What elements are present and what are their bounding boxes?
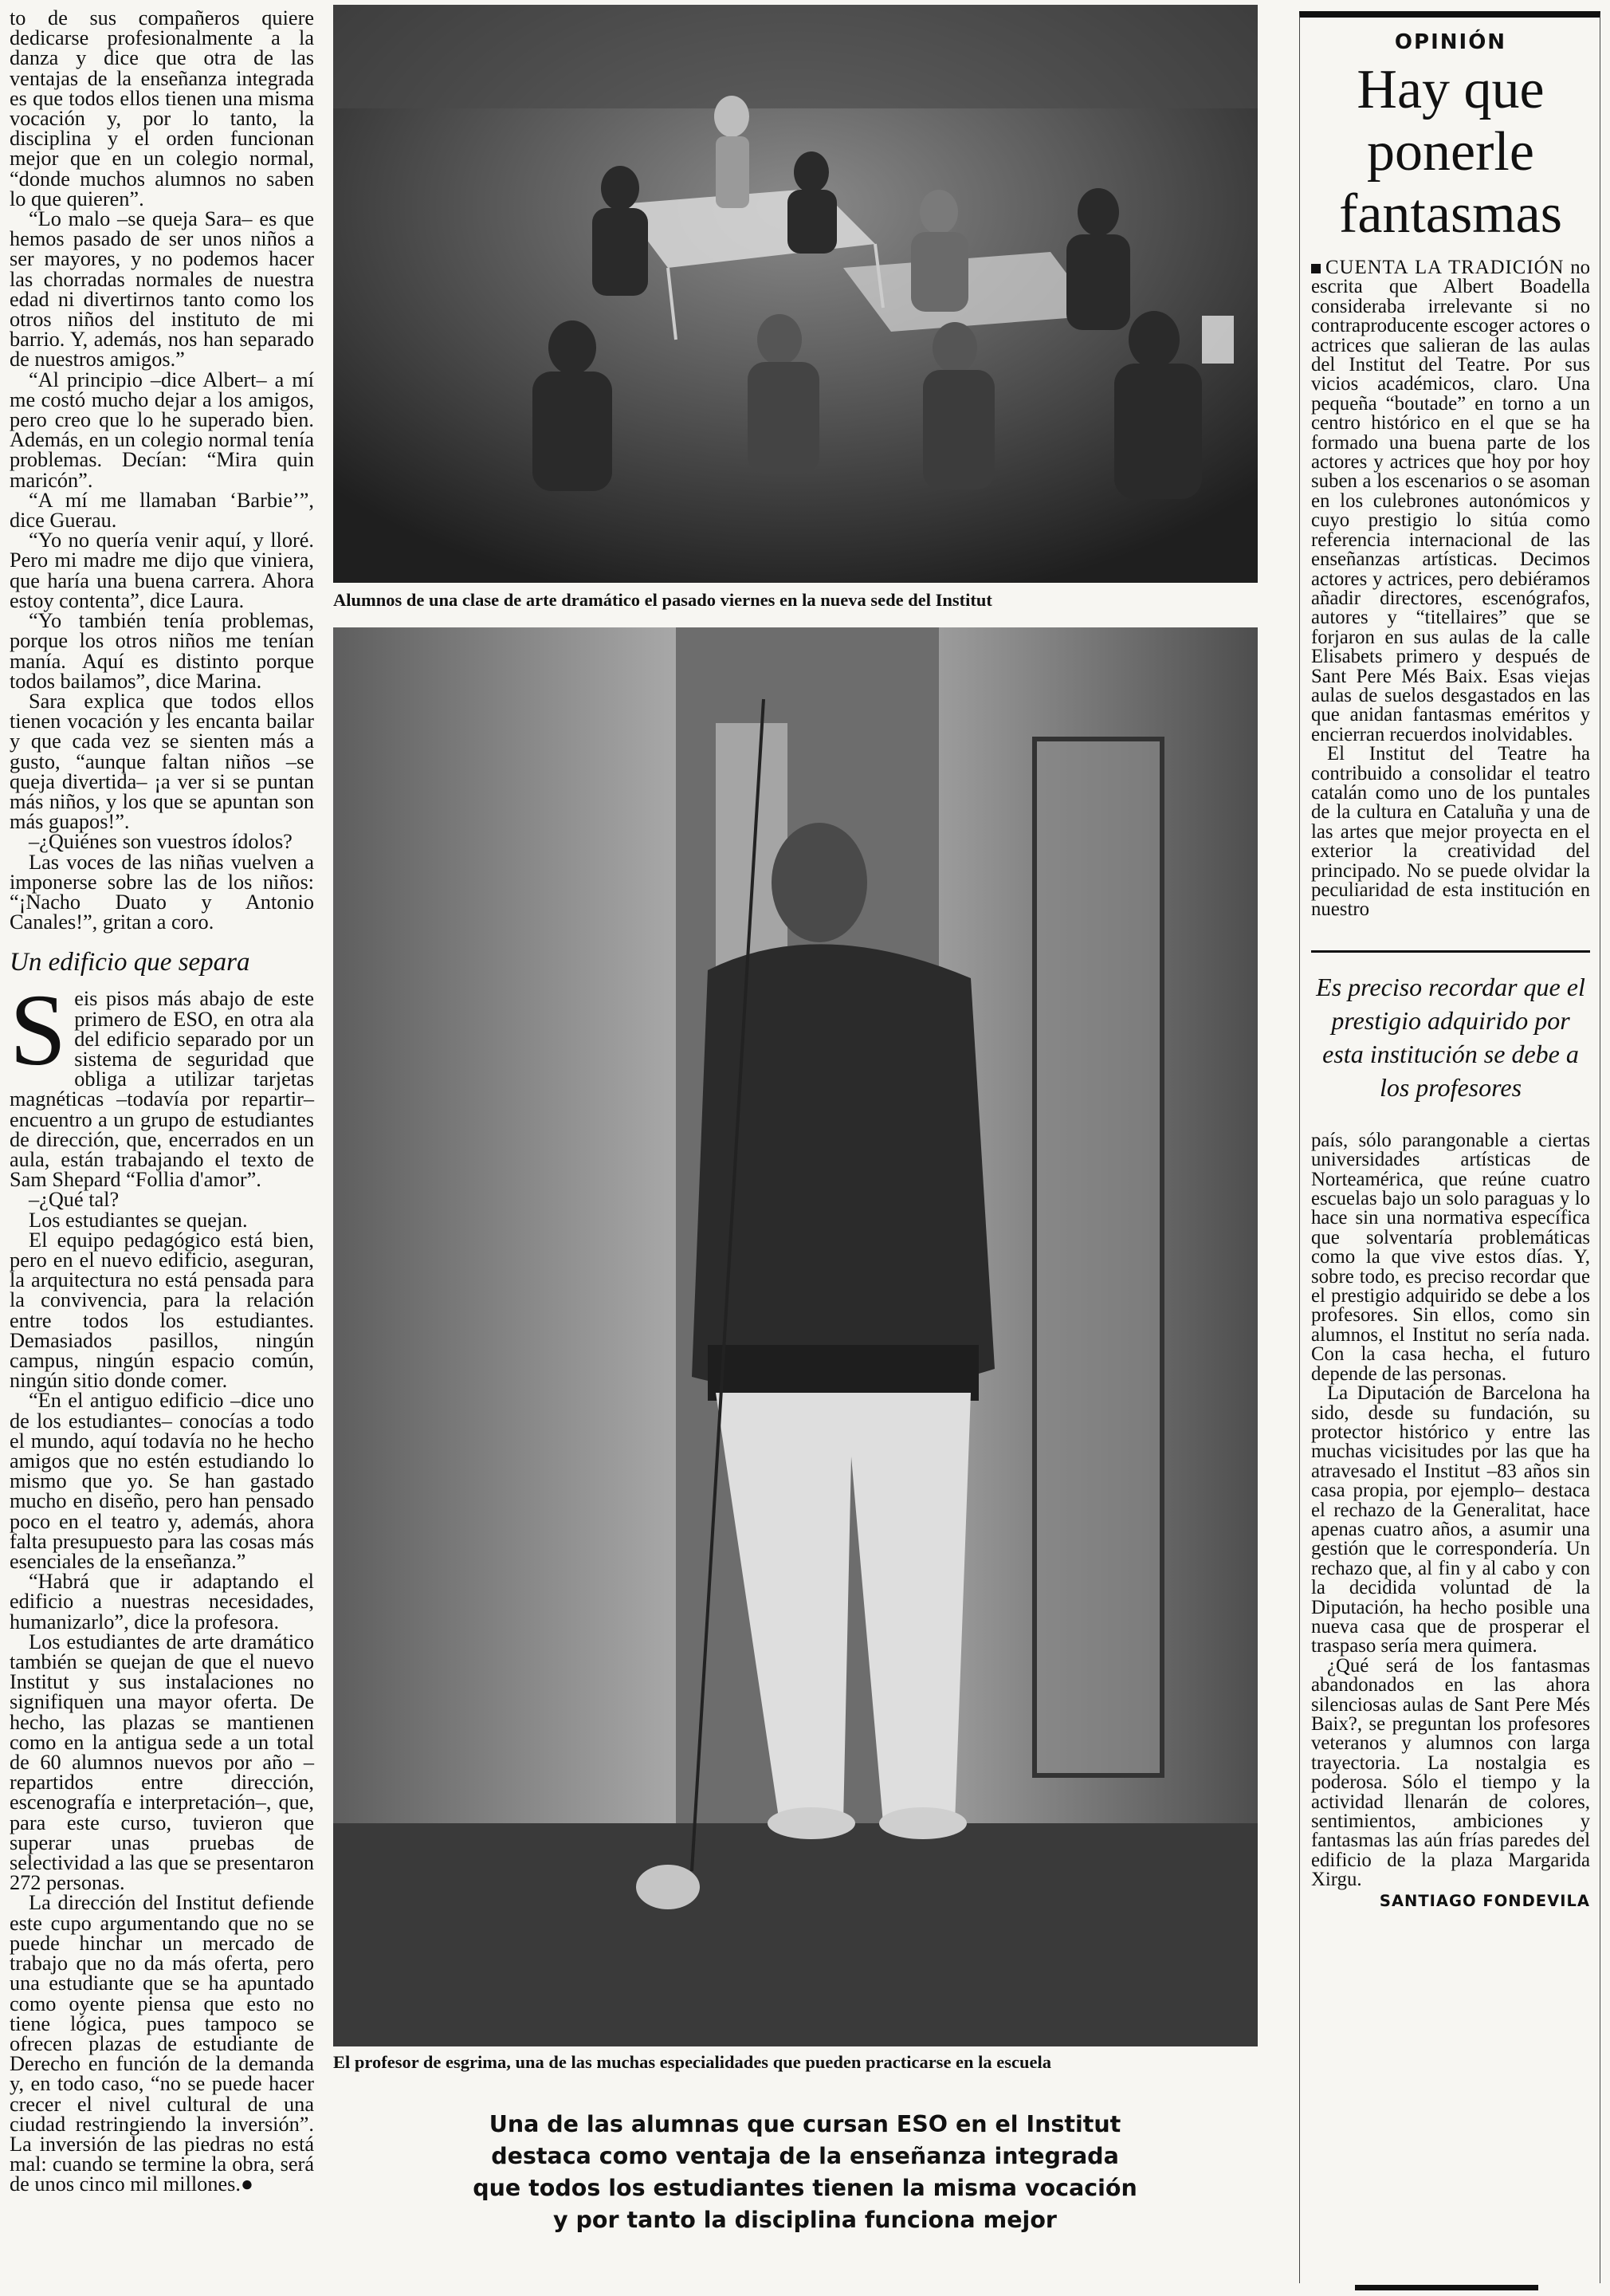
photo-caption-top: Alumnos de una clase de arte dramático el pasado viernes en la nueva sede del Institut xyxy=(333,590,992,610)
left-paragraph: Las voces de las niñas vuelven a imponerse sobre las de los niños: “¡Nacho Duato y Antonio Canales!”, gritan a coro. xyxy=(10,850,314,934)
left-paragraph: “Habrá que ir adaptando el edificio a nuestras necesidades, humanizarlo”, dice la profesora. xyxy=(10,1570,314,1634)
dropcap-paragraph-text: eis pisos más abajo de este primero de ESO, en otra ala del edificio separado por un sistema de seguridad que obliga a utilizar tarjetas magnéticas –todavía por repartir– encuentro a un grupo de estudiantes de dirección, que, encerrados en un aula, están trabajando el texto de Sam Shepard “Follia d'amor”. xyxy=(10,987,314,1192)
left-paragraph: “Lo malo –se queja Sara– es que hemos pasado de ser unos niños a ser mayores, y no podemos hacer las chorradas normales de nuestra edad ni divertirnos tanto como los otros niños del instituto de mi barrio. Y, además, nos han separado de nuestros amigos.” xyxy=(10,207,314,372)
left-paragraph: Sara explica que todos ellos tienen vocación y les encanta bailar y que cada vez se sienten más a gusto, “aunque faltan niños –se queja divertida– ¡a ver si se puntan más niños, y los que se apuntan son más guapos!”. xyxy=(10,689,314,834)
pullquote-line: Una de las alumnas que cursan ESO en el Institut xyxy=(489,2111,1121,2137)
opinion-label: OPINIÓN xyxy=(1394,30,1507,54)
opinion-paragraph: país, sólo parangonable a ciertas universidades artísticas de Norteamérica, que reúne cuatro escuelas bajo un solo paraguas y lo hace sin una normativa específica que solventaría problemáticas como la que vive estos días. Y, sobre todo, es preciso recordar que el prestigio adquirido se debe a los profesores. Sin ellos, como sin alumnos, el Institut no sería nada. Con la casa hecha, el futuro depende de las personas. xyxy=(1311,1129,1590,1385)
opinion-pullquote: Es preciso recordar que el prestigio adquirido por esta institución se debe a los profesores xyxy=(1311,950,1590,1104)
drama-class-photo-illustration xyxy=(333,5,1258,583)
photo-caption-bottom: El profesor de esgrima, una de las muchas especialidades que pueden practicarse en la escuela xyxy=(333,2052,1052,2072)
left-paragraph: –¿Quiénes son vuestros ídolos? xyxy=(29,830,293,854)
pullquote-line: destaca como ventaja de la enseñanza integrada xyxy=(491,2143,1119,2169)
opinion-lead-caps: CUENTA LA TRADICIÓN xyxy=(1325,257,1565,278)
lead-square-icon xyxy=(1311,264,1321,273)
opinion-author: SANTIAGO FONDEVILA xyxy=(1379,1891,1590,1910)
opinion-body xyxy=(1311,258,1590,920)
left-paragraph: “Al principio –dice Albert– a mí me costó mucho dejar a los amigos, pero creo que lo he superado bien. Además, en un colegio normal tenía problemas. Decían: “Mira quin maricón”. xyxy=(10,368,314,492)
opinion-lead-paragraph xyxy=(1311,258,1590,745)
opinion-column xyxy=(1299,11,1600,2283)
left-paragraph: “A mí me llamaban ‘Barbie’”, dice Guerau. xyxy=(10,488,314,533)
opinion-paragraph: La Diputación de Barcelona ha sido, desde su fundación, su protector histórico y entre las muchas vicisitudes por las que ha atravesado el Institut –83 años sin casa propia, por ejemplo– destaca el rechazo de la Generalitat, hace apenas cuatro años, a asumir una gestión que le correspondería. Un rechazo que, al fin y al cabo y con la decidida voluntad de la Diputación, ha hecho posible una nueva casa que de prosperar el traspaso sería mera quimera. xyxy=(1311,1382,1590,1657)
left-paragraph: “En el antiguo edificio –dice uno de los estudiantes– conocías a todo el mundo, aquí todavía no he hecho amigos que no estén estudiando lo mismo que yo. Se han gastado mucho en diseño, pero han pensado poco en el teatro y, además, ahora falta presupuesto para las cosas más esenciales de la enseñanza.” xyxy=(10,1389,314,1574)
dropcap-letter: S xyxy=(10,973,67,1087)
left-paragraph: “Yo también tenía problemas, porque los otros niños me tenían manía. Aquí es distinto porque todos bailamos”, dice Marina. xyxy=(10,609,314,693)
left-article-column xyxy=(10,8,314,2195)
section-subhead: Un edificio que separa xyxy=(10,948,250,977)
left-paragraph: La dirección del Institut defiende este cupo argumentando que no se puede hinchar un mercado de trabajo que no da más oferta, pero una estudiante que se ha apuntado como oyente piensa que esto no tiene lógica, pues tampoco se ofrecen plazas de estudiante de Derecho en función de la demanda y, en todo caso, “no se puede hacer crecer el nivel cultural de una ciudad restringiendo la inversión”. La inversión de las piedras no está mal: cuando se termine la obra, será de unos cinco mil millones.● xyxy=(10,1891,314,2196)
fencing-teacher-photo-illustration xyxy=(333,627,1258,2046)
center-pullquote xyxy=(446,2109,1164,2236)
pullquote-line: que todos los estudiantes tienen la misma vocación xyxy=(473,2175,1137,2201)
left-paragraph: –¿Qué tal? xyxy=(29,1188,120,1212)
pullquote-line: y por tanto la disciplina funciona mejor xyxy=(553,2207,1057,2233)
left-paragraph: Los estudiantes se quejan. xyxy=(29,1208,248,1232)
drama-class-photo xyxy=(333,5,1258,583)
opinion-paragraph: El Institut del Teatre ha contribuido a consolidar el teatro catalán como uno de los puntales de la cultura en Cataluña y una de las artes que mejor proyecta en el exterior la creatividad del principado. No se puede olvidar la peculiaridad de esta institución en nuestro xyxy=(1311,743,1590,921)
opinion-paragraph: ¿Qué será de los fantasmas abandonados en las ahora silenciosas aulas de Sant Pere Més Baix?, se preguntan los profesores veteranos y alumnos con larga trayectoria. La nostalgia es poderosa. Sólo el tiempo y la actividad llenarán de colores, sentimientos, ambiciones y fantasmas las aún frías paredes del edificio de la plaza Margarida Xirgu. xyxy=(1311,1654,1590,1891)
dropcap-paragraph xyxy=(10,973,314,1192)
opinion-body-continued xyxy=(1311,1131,1590,1890)
opinion-bottom-rule xyxy=(1355,2285,1538,2290)
fencing-teacher-photo xyxy=(333,627,1258,2046)
left-paragraph: “Yo no quería venir aquí, y lloré. Pero mi madre me dijo que viniera, que haría una buena carrera. Ahora estoy contenta”, dice Laura. xyxy=(10,529,314,612)
left-paragraph: Los estudiantes de arte dramático también se quejan de que el nuevo Institut y sus instalaciones no signifiquen una mayor oferta. De hecho, las plazas se mantienen como en la antigua sede a un total de 60 alumnos nuevos por año –repartidos entre dirección, escenografía e interpretación–, que, para este curso, tuvieron que superar unas pruebas de selectividad a las que se presentaron 272 personas. xyxy=(10,1630,314,1895)
opinion-lead-text: no escrita que Albert Boadella consideraba irrelevante si no contraproducente escoger actores o actrices que salieran de las aulas del Institut del Teatre. Por sus vicios académicos, claro. Una pequeña “boutade” en torno a un centro histórico en el que se ha formado una buena parte de los actores y actrices que hoy por hoy suben a los escenarios o se asoman en los culebrones autonómicos y cuyo prestigio lo sitúa como referencia internacional de las enseñanzas artísticas. Decimos actores y actrices, pero debiéramos añadir directores, escenógrafos, autores y “titellaires” que se forjaron en sus aulas de la calle Elisabets primero y después de Sant Pere Més Baix. Esas viejas aulas de suelos desgastados en las que anidan fantasmas eméritos y encierran recuerdos inolvidables. xyxy=(1311,257,1590,745)
opinion-title: Hay que ponerle fantasmas xyxy=(1339,59,1562,245)
left-paragraph: El equipo pedagógico está bien, pero en el nuevo edificio, aseguran, la arquitectura no está pensada para la convivencia, para la relación entre todos los estudiantes. Demasiados pasillos, ningún campus, ningún espacio común, ningún sitio donde comer. xyxy=(10,1228,314,1393)
left-paragraph: to de sus compañeros quiere dedicarse profesionalmente a la danza y dice que otra de las ventajas de la enseñanza integrada es que todos ellos tienen una misma vocación y, por lo tanto, la disciplina y el orden funcionan mejor que en un colegio normal, “donde muchos alumnos no saben lo que quieren”. xyxy=(10,6,314,210)
